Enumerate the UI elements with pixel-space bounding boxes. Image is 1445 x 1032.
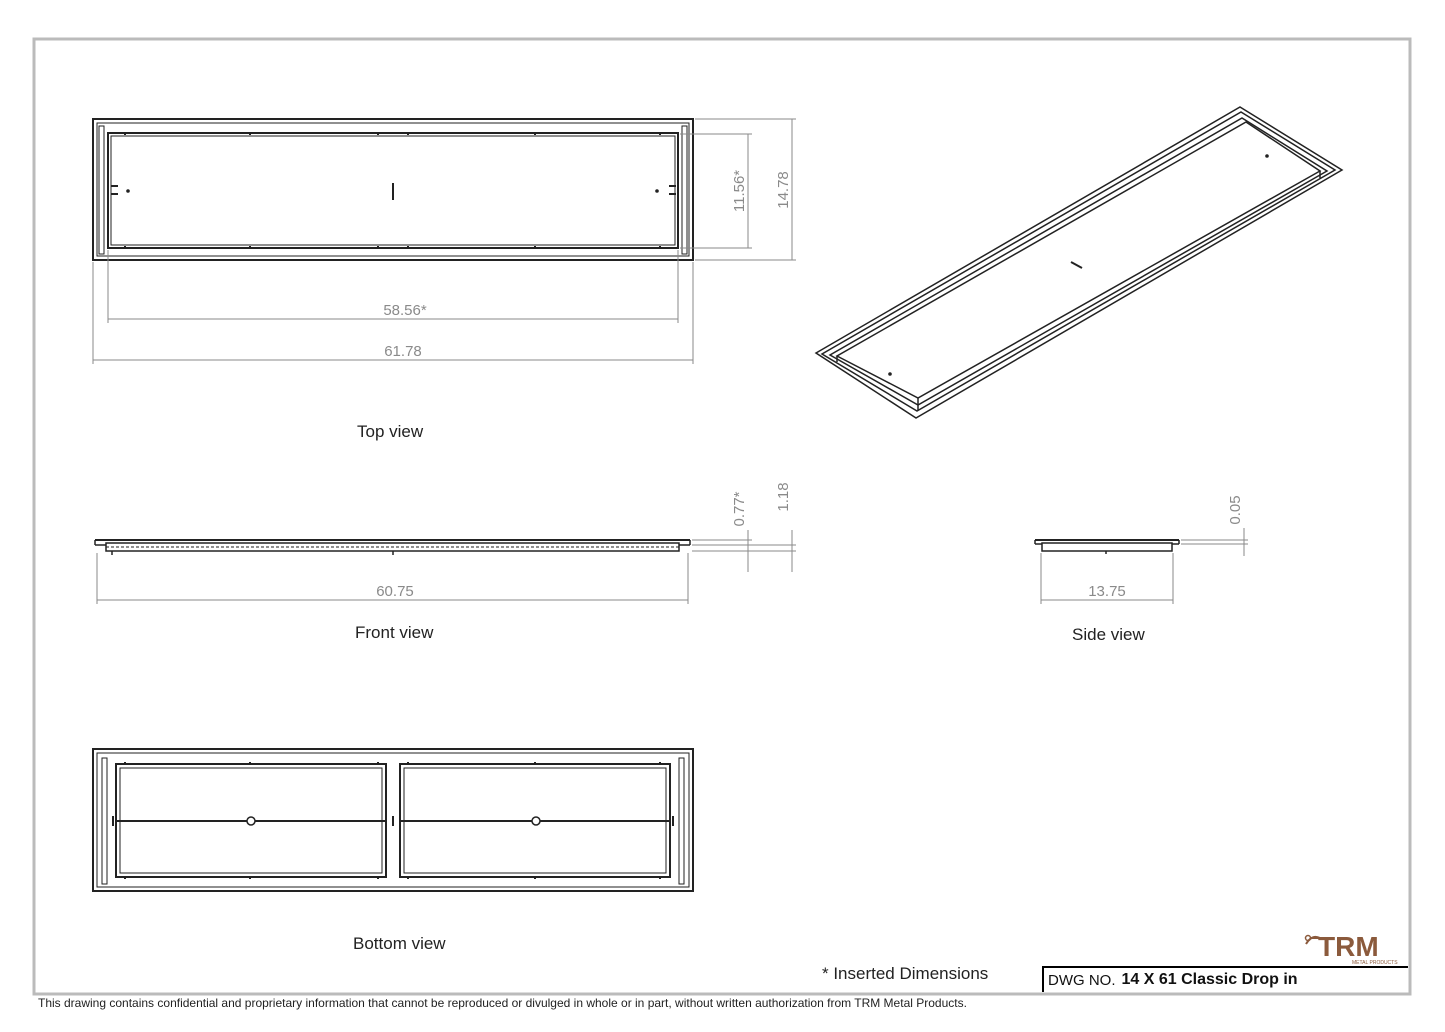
trm-logo [1304, 930, 1410, 966]
top-dim-inner-width: 11.56* [731, 169, 748, 213]
top-view-label: Top view [357, 422, 424, 441]
side-dim-flange: 0.05 [1227, 495, 1244, 525]
bottom-view-drawing [93, 749, 693, 891]
isometric-view-drawing [816, 107, 1342, 418]
top-view-drawing [93, 119, 693, 260]
front-dim-depth-total: 1.18 [775, 482, 792, 512]
top-dim-outer-width: 14.78 [775, 171, 792, 209]
front-dim-length: 60.75 [376, 583, 414, 600]
front-view-label: Front view [355, 623, 434, 642]
top-dim-outer-length: 61.78 [384, 343, 422, 360]
side-dim-width: 13.75 [1088, 583, 1126, 600]
front-view-dimensions [97, 530, 796, 604]
inserted-dimensions-note: * Inserted Dimensions [822, 964, 989, 983]
dwg-number-label: DWG NO. [1048, 971, 1116, 989]
side-view-drawing [1035, 540, 1179, 554]
dwg-number-value: 14 X 61 Classic Drop in [1121, 971, 1298, 988]
bottom-view-label: Bottom view [353, 934, 446, 953]
top-dim-inner-length: 58.56* [383, 302, 427, 319]
front-view-drawing [95, 540, 690, 555]
front-dim-depth-inserted: 0.77* [731, 491, 748, 527]
sheet-border [34, 39, 1410, 994]
top-view-dimensions [93, 119, 796, 364]
svg-text:METAL PRODUCTS: METAL PRODUCTS [1352, 960, 1398, 966]
side-view-label: Side view [1072, 625, 1145, 644]
svg-text:TRM: TRM [1318, 931, 1379, 962]
title-block [1042, 966, 1408, 992]
confidential-footer: This drawing contains confidential and proprietary information that cannot be reproduced or divulged in whole or in part, without written authorization from TRM Metal Products. [38, 996, 967, 1010]
